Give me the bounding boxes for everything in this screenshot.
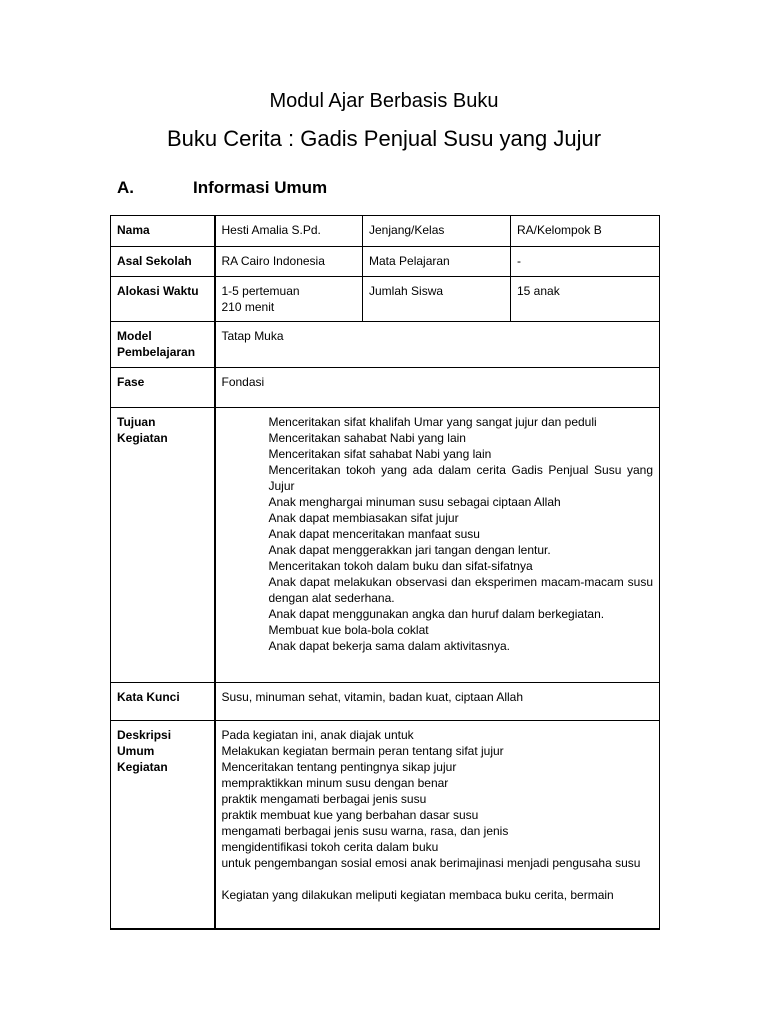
kunci-value: Susu, minuman sehat, vitamin, badan kuat, ciptaan Allah (215, 683, 660, 721)
fase-value: Fondasi (215, 368, 660, 408)
section-number: A. (117, 178, 134, 197)
list-item: praktik membuat kue yang berbahan dasar susu (221, 808, 479, 822)
alokasi-line-1: 1-5 pertemuan (221, 284, 300, 298)
siswa-value: 15 anak (511, 277, 660, 322)
table-row (111, 247, 660, 277)
list-item: praktik mengamati berbagai jenis susu (221, 792, 427, 806)
tujuan-label-line-1: Tujuan (117, 415, 156, 429)
deskripsi-content (215, 721, 660, 930)
deskripsi-label (111, 721, 215, 930)
deskripsi-label-line-2: Umum (117, 744, 155, 758)
list-item: Melakukan kegiatan bermain peran tentang sifat jujur (221, 744, 504, 758)
list-item: untuk pengembangan sosial emosi anak berimajinasi menjadi pengusaha susu (221, 856, 641, 870)
fase-label: Fase (111, 368, 215, 408)
tujuan-label (111, 408, 215, 683)
siswa-label: Jumlah Siswa (363, 277, 511, 322)
list-item: Anak menghargai minuman susu sebagai ciptaan Allah (268, 495, 561, 509)
tujuan-label-line-2: Kegiatan (117, 431, 168, 445)
model-label-line-2: Pembelajaran (117, 345, 196, 359)
list-item: Menceritakan tentang pentingnya sikap jujur (221, 760, 457, 774)
paragraph-gap (222, 871, 654, 887)
list-item: Anak dapat menggunakan angka dan huruf dalam berkegiatan. (268, 607, 605, 621)
model-value: Tatap Muka (215, 322, 660, 368)
table-row (111, 683, 660, 721)
list-item: Anak dapat menceritakan manfaat susu (268, 527, 480, 541)
list-item: Menceritakan sahabat Nabi yang lain (268, 431, 466, 445)
alokasi-line-2: 210 menit (221, 300, 275, 314)
list-item: Membuat kue bola-bola coklat (268, 623, 429, 637)
list-item: Pada kegiatan ini, anak diajak untuk (221, 728, 414, 742)
list-item: Menceritakan sifat khalifah Umar yang sangat jujur dan peduli (268, 415, 597, 429)
sekolah-value: RA Cairo Indonesia (215, 247, 363, 277)
deskripsi-label-line-3: Kegiatan (117, 760, 168, 774)
section-heading (117, 176, 327, 200)
jenjang-label: Jenjang/Kelas (363, 216, 511, 247)
document-title: Modul Ajar Berbasis Buku (269, 90, 499, 112)
section-title: Informasi Umum (193, 178, 328, 197)
deskripsi-paragraph: Kegiatan yang dilakukan meliputi kegiatan membaca buku cerita, bermain (221, 888, 614, 902)
alokasi-label: Alokasi Waktu (111, 277, 215, 322)
kunci-label: Kata Kunci (111, 683, 215, 721)
table-row (111, 322, 660, 368)
list-item: Menceritakan sifat sahabat Nabi yang lain (268, 447, 492, 461)
nama-label: Nama (111, 216, 215, 247)
jenjang-value: RA/Kelompok B (511, 216, 660, 247)
table-row (111, 277, 660, 322)
mapel-value: - (511, 247, 660, 277)
model-label-line-1: Model (117, 329, 152, 343)
alokasi-value (215, 277, 363, 322)
list-item: Menceritakan tokoh yang ada dalam cerita Gadis Penjual Susu yang Jujur (268, 463, 653, 493)
list-item: Anak dapat membiasakan sifat jujur (268, 511, 459, 525)
list-item: Menceritakan tokoh dalam buku dan sifat-sifatnya (268, 559, 533, 573)
table-row (111, 408, 660, 683)
table-row (111, 368, 660, 408)
mapel-label: Mata Pelajaran (363, 247, 511, 277)
sekolah-label: Asal Sekolah (111, 247, 215, 277)
list-item: mempraktikkan minum susu dengan benar (221, 776, 449, 790)
list-item: Anak dapat melakukan observasi dan eksperimen macam-macam susu dengan alat sederhana. (268, 575, 653, 605)
table-row (111, 216, 660, 247)
nama-value: Hesti Amalia S.Pd. (215, 216, 363, 247)
deskripsi-label-line-1: Deskripsi (117, 728, 172, 742)
tujuan-list (215, 408, 660, 683)
list-item: Anak dapat menggerakkan jari tangan dengan lentur. (268, 543, 551, 557)
info-table (110, 215, 660, 930)
document-subtitle: Buku Cerita : Gadis Penjual Susu yang Jujur (166, 126, 602, 151)
model-label (111, 322, 215, 368)
list-item: mengidentifikasi tokoh cerita dalam buku (221, 840, 439, 854)
list-item: Anak dapat bekerja sama dalam aktivitasnya. (268, 639, 510, 653)
table-row (111, 721, 660, 930)
list-item: mengamati berbagai jenis susu warna, rasa, dan jenis (221, 824, 509, 838)
